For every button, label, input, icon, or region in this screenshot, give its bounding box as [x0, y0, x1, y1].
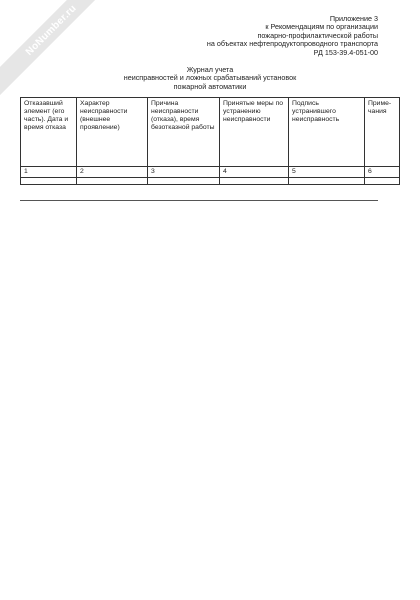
empty-cell	[365, 178, 400, 185]
column-number-row	[21, 167, 400, 178]
column-number: 6	[365, 167, 400, 178]
watermark-text: NoNumber.ru	[23, 2, 79, 58]
column-header: Характер неисправности (внешнее проявление)	[77, 98, 148, 167]
appendix-line: Приложение 3	[329, 14, 378, 23]
appendix-reference	[207, 15, 378, 57]
appendix-line: РД 153-39.4-051-00	[313, 47, 378, 57]
column-header: Приме-чания	[365, 98, 400, 167]
table-header-row	[21, 98, 400, 167]
appendix-line: пожарно-профилактической работы	[257, 30, 378, 40]
column-header: Отказавший элемент (его часть). Дата и время отказа	[21, 98, 77, 167]
column-header: Принятые меры по устранению неисправности	[220, 98, 289, 167]
journal-title-line: Журнал учета	[186, 65, 234, 74]
empty-cell	[220, 178, 289, 185]
journal-title-line: пожарной автоматики	[173, 81, 247, 91]
journal-title-line: неисправностей и ложных срабатываний установок	[123, 73, 297, 83]
bottom-divider	[20, 200, 378, 201]
column-number: 4	[220, 167, 289, 178]
appendix-line: на объектах нефтепродуктопроводного транспорта	[206, 39, 378, 49]
column-header: Подпись устранившего неисправность	[289, 98, 365, 167]
appendix-line: к Рекомендациям по организации	[265, 22, 378, 32]
column-number: 3	[148, 167, 220, 178]
table-row	[21, 178, 400, 185]
empty-cell	[148, 178, 220, 185]
empty-cell	[21, 178, 77, 185]
journal-title	[90, 66, 330, 91]
empty-cell	[77, 178, 148, 185]
column-number: 2	[77, 167, 148, 178]
journal-table	[20, 97, 400, 185]
column-header: Причина неисправности (отказа), время безотказной работы	[148, 98, 220, 167]
column-number: 5	[289, 167, 365, 178]
empty-cell	[289, 178, 365, 185]
column-number: 1	[21, 167, 77, 178]
